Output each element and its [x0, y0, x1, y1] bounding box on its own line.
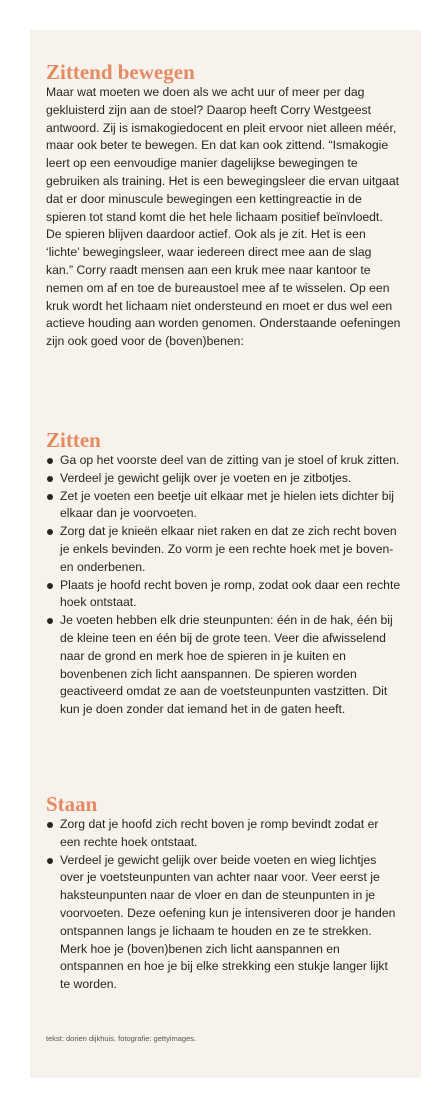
- bullet-icon: [47, 494, 53, 500]
- list-item: [46, 577, 401, 613]
- list-item: [46, 488, 401, 524]
- photo-credit: tekst: dorien dijkhuis. fotografie: gettyimages.: [46, 1034, 197, 1043]
- bullet-icon: [47, 476, 53, 482]
- section-staan: [46, 792, 401, 994]
- bullet-list: [46, 452, 401, 719]
- list-item-text: Verdeel je gewicht gelijk over je voeten en je zitbotjes.: [60, 470, 352, 485]
- section-heading: Zitten: [46, 428, 101, 452]
- section-heading: Staan: [46, 792, 98, 816]
- bullet-icon: [47, 822, 53, 828]
- list-item: [46, 612, 401, 719]
- bullet-icon: [47, 583, 53, 589]
- section-heading: Zittend bewegen: [46, 60, 195, 84]
- list-item: [46, 816, 401, 852]
- list-item-text: Verdeel je gewicht gelijk over beide voeten en wieg lichtjes over je voetsteunpunten van achter naar voor. Veer eerst je haksteunpunten naar de vloer en dan de steunpunten in je voorvoeten. Deze oefening kun je intensiveren door je handen ontspannen langs je lichaam te houden en ze te strekken. Merk hoe je (boven)benen zich licht aanspannen en ontspannen en hoe je bij elke strekking een stukje langer lijkt te worden.: [60, 852, 396, 992]
- list-item-text: Ga op het voorste deel van de zitting van je stoel of kruk zitten.: [60, 453, 400, 467]
- bullet-icon: [47, 458, 53, 464]
- list-item: [46, 470, 401, 488]
- list-item: [46, 852, 401, 994]
- list-item-text: Zet je voeten een beetje uit elkaar met je hielen iets dichter bij elkaar dan je voorvoeten.: [60, 488, 394, 521]
- list-item: [46, 452, 401, 470]
- bullet-icon: [47, 529, 53, 535]
- article-page: [30, 30, 421, 1078]
- bullet-icon: [47, 858, 53, 864]
- list-item-text: Je voeten hebben elk drie steunpunten: één in de hak, één bij de kleine teen en één bij de grote teen. Veer die afwisselend naar de grond en merk hoe de spieren in je kuiten en bovenbenen zich licht aanspannen. De spieren worden geactiveerd omdat ze aan de voetsteunpunten vastzitten. Dit kun je doen zonder dat iemand het in de gaten heeft.: [60, 613, 393, 717]
- section-zittend-bewegen: [46, 60, 401, 351]
- list-item-text: Zorg dat je knieën elkaar niet raken en dat ze zich recht boven je enkels bevinden. Zo vorm je een rechte hoek met je boven- en onderbenen.: [60, 524, 397, 574]
- list-item-text: Zorg dat je hoofd zich recht boven je romp bevindt zodat er een rechte hoek ontstaat.: [60, 817, 379, 849]
- list-item-text: Plaats je hoofd recht boven je romp, zodat ook daar een rechte hoek ontstaat.: [60, 577, 401, 610]
- list-item: [46, 523, 401, 576]
- intro-paragraph: Maar wat moeten we doen als we acht uur of meer per dag gekluisterd zijn aan de stoel? Daarop heeft Corry Westgeest antwoord. Zij is ismakogiedocent en pleit ervoor niet alleen méér, maar ook beter te bewegen. En dat kan ook zittend. “Ismakogie leert op een eenvoudige manier dagelijkse bewegingen te gebruiken als training. Het is een bewegingsleer die ervan uitgaat dat er door minuscule bewegingen een kettingreactie in de spieren tot stand komt die het hele lichaam positief beïnvloedt. De spieren blijven daardoor actief. Ook als je zit. Het is een ‘lichte’ bewegingsleer, waar iedereen direct mee aan de slag kan.” Corry raadt mensen aan een kruk mee naar kantoor te nemen om af en toe de bureaustoel mee af te wisselen. Op een kruk wordt het lichaam niet ondersteund en moet er dus wel een actieve houding aan worden genomen. Onderstaande oefeningen zijn ook goed voor de (boven)benen:: [46, 85, 401, 349]
- bullet-list: [46, 816, 401, 994]
- bullet-icon: [47, 618, 53, 624]
- section-zitten: [46, 428, 401, 719]
